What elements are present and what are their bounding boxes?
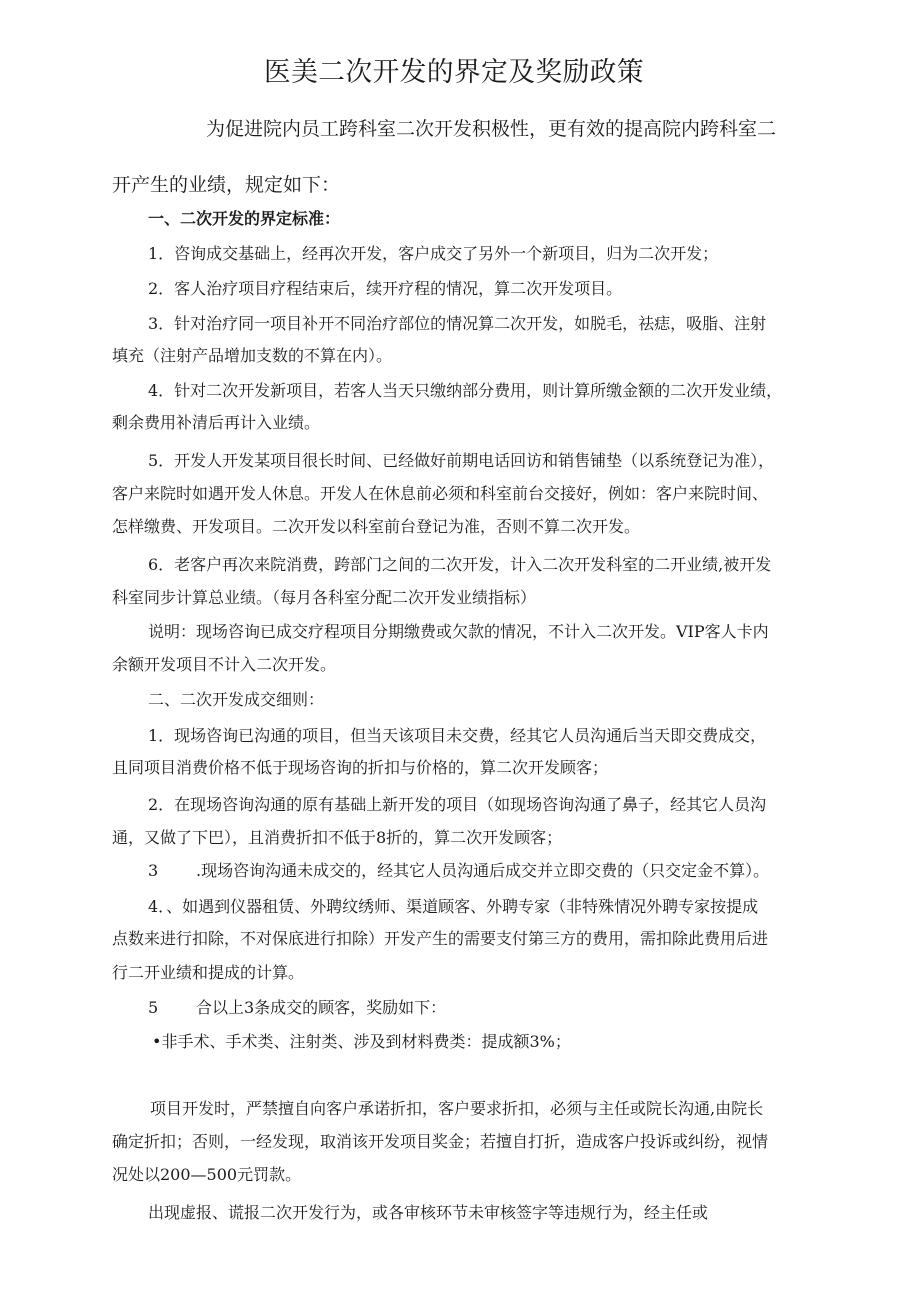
section2-bullet: •非手术、手术类、注射类、涉及到材料费类：提成额3%； xyxy=(152,1032,571,1051)
intro-line-2: 开产生的业绩，规定如下： xyxy=(112,174,341,196)
section1-item5-line2: 客户来院时如遇开发人休息。开发人在休息前必须和科室前台交接好，例如：客户来院时间、 xyxy=(112,484,769,503)
closing-p1-line3: 况处以200—500元罚款。 xyxy=(112,1165,302,1184)
section1-note-line2: 余额开发项目不计入二次开发。 xyxy=(112,655,337,674)
section1-heading: 一、二次开发的界定标准： xyxy=(148,209,341,228)
section1-note-line1: 说明：现场咨询已成交疗程项目分期缴费或欠款的情况，不计入二次开发。VIP客人卡内 xyxy=(148,622,769,641)
section1-item6-line2: 科室同步计算总业绩。（每月各科室分配二次开发业绩指标） xyxy=(112,588,537,607)
section2-item5-number: 5 xyxy=(148,998,159,1017)
section2-item3-text: .现场咨询沟通未成交的，经其它人员沟通后成交并立即交费的（只交定金不算）。 xyxy=(196,861,770,880)
section2-item2-line1: 2．在现场咨询沟通的原有基础上新开发的项目（如现场咨询沟通了鼻子，经其它人员沟 xyxy=(148,795,767,814)
section2-item1-line1: 1．现场咨询已沟通的项目，但当天该项目未交费，经其它人员沟通后当天即交费成交， xyxy=(148,726,767,745)
document-title: 医美二次开发的界定及奖励政策 xyxy=(264,57,645,88)
section1-item4-line1: 4．针对二次开发新项目，若客人当天只缴纳部分费用，则计算所缴金额的二次开发业绩， xyxy=(148,381,783,400)
section1-item3-line2: 填充（注射产品增加支数的不算在内）。 xyxy=(112,346,393,365)
section1-item5-line3: 怎样缴费、开发项目。二次开发以科室前台登记为准，否则不算二次开发。 xyxy=(112,517,641,536)
closing-p1-line1: 项目开发时，严禁擅自向客户承诺折扣，客户要求折扣，必须与主任或院长沟通,由院长 xyxy=(150,1099,764,1118)
section2-item4-line1: 4．、如遇到仪器租赁、外聘纹绣师、渠道顾客、外聘专家（非特殊情况外聘专家按提成 xyxy=(148,897,759,916)
section1-item6-line1: 6．老客户再次来院消费，跨部门之间的二次开发，计入二次开发科室的二开业绩,被开发 xyxy=(148,555,772,574)
section1-item3-line1: 3．针对治疗同一项目补开不同治疗部位的情况算二次开发，如脱毛，祛痣，吸脂、注射 xyxy=(148,314,767,333)
closing-p2-line1: 出现虚报、谎报二次开发行为，或各审核环节未审核签字等违规行为，经主任或 xyxy=(148,1203,709,1222)
intro-line-1: 为促进院内员工跨科室二次开发积极性，更有效的提高院内跨科室二 xyxy=(206,118,777,140)
section2-heading: 二、二次开发成交细则： xyxy=(148,690,325,709)
section2-item3-number: 3 xyxy=(148,861,159,880)
closing-p1-line2: 确定折扣；否则，一经发现，取消该开发项目奖金；若擅自打折，造成客户投诉或纠纷，视情 xyxy=(112,1132,769,1151)
section2-item4-line3: 行二开业绩和提成的计算。 xyxy=(112,963,305,982)
section1-item2: 2．客人治疗项目疗程结束后，续开疗程的情况，算二次开发项目。 xyxy=(148,279,623,298)
section1-item5-line1: 5．开发人开发某项目很长时间、已经做好前期电话回访和销售铺垫（以系统登记为准）， xyxy=(148,451,775,470)
section2-item4-line2: 点数来进行扣除，不对保底进行扣除）开发产生的需要支付第三方的费用，需扣除此费用后进 xyxy=(112,929,769,948)
section2-item5-text: 合以上3条成交的顾客，奖励如下： xyxy=(196,998,447,1017)
section1-item1: 1．咨询成交基础上，经再次开发，客户成交了另外一个新项目，归为二次开发； xyxy=(148,244,719,263)
section1-item4-line2: 剩余费用补清后再计入业绩。 xyxy=(112,413,321,432)
section2-item2-line2: 通，又做了下巴），且消费折扣不低于8折的，算二次开发顾客； xyxy=(112,828,563,847)
section2-item1-line2: 且同项目消费价格不低于现场咨询的折扣与价格的，算二次开发顾客； xyxy=(112,758,609,777)
